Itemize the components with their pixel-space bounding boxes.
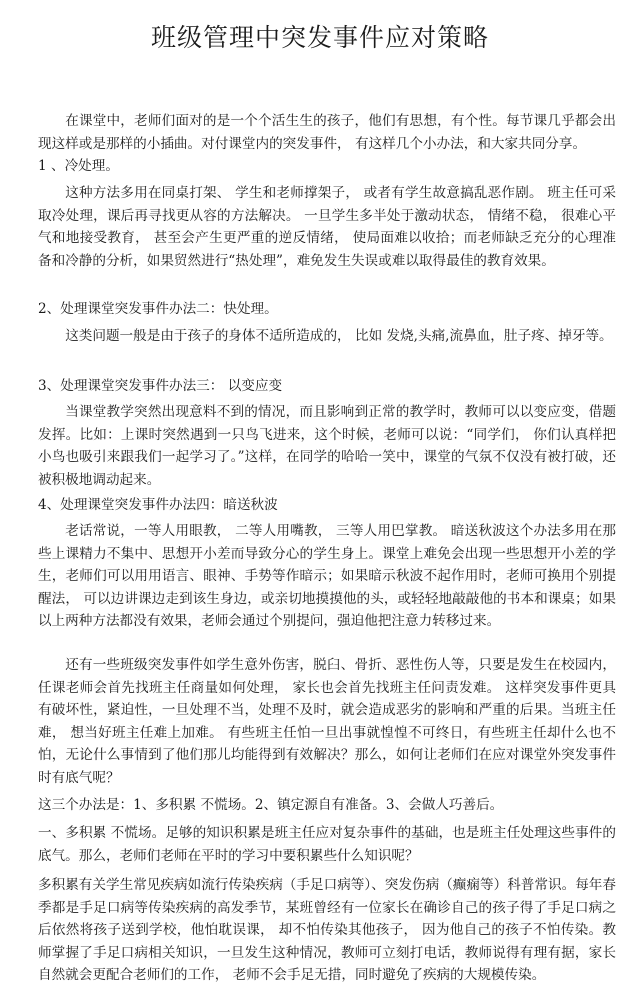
paragraph-method-1: 这种方法多用在同桌打架、 学生和老师撑架子， 或者有学生故意搞乱恶作剧。 班主任可采取冷处理，课后再寻找更从容的方法解决。 一旦学生多半处于激动状态， 情绪不稳， 很难心平气和地接受教育， 甚至会产生更严重的逆反情绪， 使局面难以收拾；而老师缺乏充分的心理准备和冷静的分析，如果贸然进行“热处理”，难免发生失误或难以取得最佳的教育效果。 [38, 185, 616, 269]
section-one-paragraph: 一、多积累 不慌场。足够的知识积累是班主任应对复杂事件的基础，也是班主任处理这些事件的底气。那么，老师们老师在平时的学习中要积累些什么知识呢？ [38, 825, 616, 864]
paragraph-health-knowledge: 多积累有关学生常见疾病如流行传染疾病（手足口病等）、突发伤病（癫痫等）科普常识。每年春季都是手足口病等传染疾病的高发季节，某班曾经有一位家长在确诊自己的孩子得了手足口病之后依然将孩子送到学校，他怕耽误课， 却不怕传染其他孩子， 因为他自己的孩子不怕传染。教师掌握了手足口病相关知识，一旦发生这种情况，教师可立刻打电话，教师说得有理有据，家长自然就会更配合老师们的工作， 老师不会手足无措，同时避免了疾病的大规模传染。 [38, 877, 616, 983]
heading-method-3: 3、处理课堂突发事件办法三： 以变应变 [38, 378, 283, 394]
paragraph-external-events: 还有一些班级突发事件如学生意外伤害，脱臼、骨折、恶性伤人等，只要是发生在校园内，任课老师会首先找班主任商量如何处理， 家长也会首先找班主任问责发难。 这样突发事件更具有破坏性，紧迫性，一旦处理不当，处理不及时，就会造成恶劣的影响和严重的后果。当班主任难， 想当好班主任难上加难。 有些班主任怕一旦出事就惶惶不可终日，有些班主任却什么也不怕，无论什么事情到了他们那儿均能得到有效解决？那么，如何让老师们在应对课堂外突发事件时有底气呢？ [38, 657, 616, 786]
paragraph-method-2: 这类问题一般是由于孩子的身体不适所造成的， 比如 发烧,头痛,流鼻血，肚子疼、掉牙等。 [65, 328, 613, 344]
summary-line: 这三个办法是：1、多积累 不慌场。2、镇定源自有准备。3、会做人巧善后。 [38, 797, 504, 813]
heading-method-1: 1 、冷处理。 [38, 158, 119, 174]
heading-method-4: 4、处理课堂突发事件办法四：暗送秋波 [38, 497, 278, 513]
paragraph-method-4: 老话常说，一等人用眼教， 二等人用嘴教， 三等人用巴掌教。 暗送秋波这个办法多用在那些上课精力不集中、思想开小差而导致分心的学生身上。课堂上难免会出现一些思想开小差的学生，老师们可以用用语言、眼神、手势等作暗示；如果暗示秋波不起作用时，老师可换用个别提醒法， 可以边讲课边走到该生身边，或亲切地摸摸他的头，或轻轻地敲敲他的书本和课桌；如果以上两种方法都没有效果，老师会通过个别提问，强迫他把注意力转移过来。 [38, 523, 616, 629]
heading-method-2: 2、处理课堂突发事件办法二：快处理。 [38, 301, 278, 317]
paragraph-method-3: 当课堂教学突然出现意料不到的情况，而且影响到正常的教学时，教师可以以变应变，借题发挥。比如：上课时突然遇到一只鸟飞进来，这个时候，老师可以说：“同学们， 你们认真样把小鸟也吸引来跟我们一起学习了。”这样，在同学的哈哈一笑中，课堂的气氛不仅没有被打破，还被积极地调动起来。 [38, 404, 616, 488]
page-title: 班级管理中突发事件应对策略 [150, 23, 489, 52]
intro-paragraph: 在课堂中，老师们面对的是一个个活生生的孩子，他们有思想，有个性。每节课几乎都会出现这样或是那样的小插曲。对付课堂内的突发事件， 有这样几个小办法，和大家共同分享。 [38, 113, 616, 152]
